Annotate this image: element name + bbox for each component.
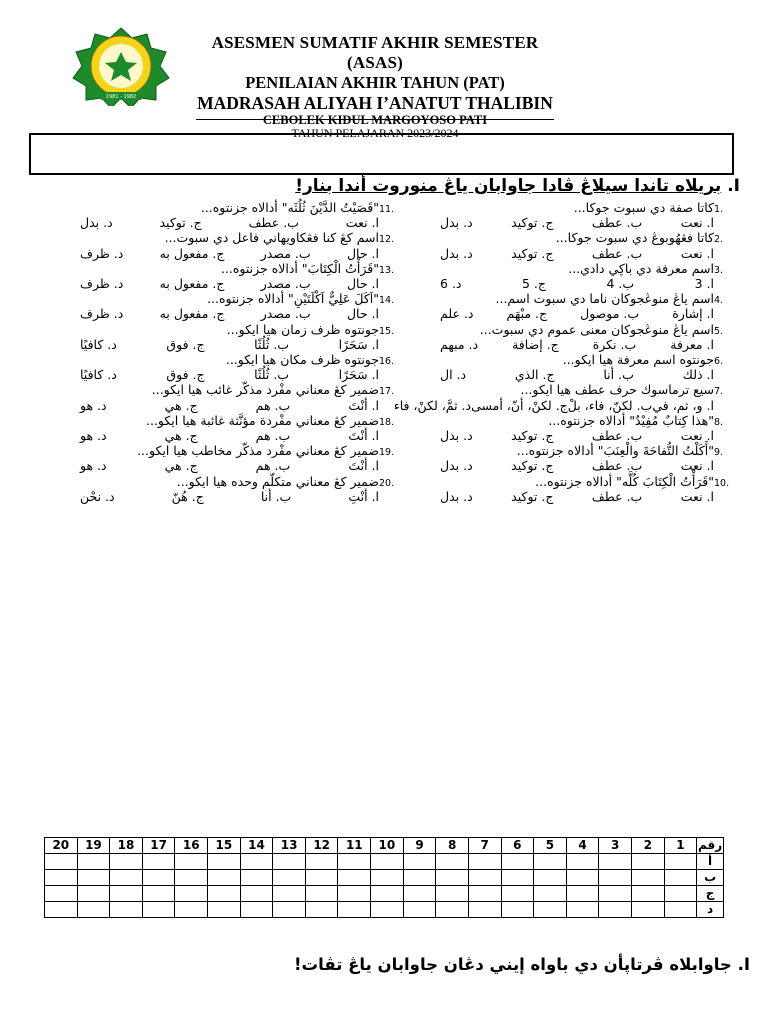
answer-grid-cell[interactable] [110, 870, 143, 886]
answer-option[interactable]: ج. هي [164, 458, 198, 474]
answer-option[interactable]: د. ظرف [80, 276, 124, 292]
answer-option[interactable]: ج. إضافة [512, 336, 559, 352]
answer-grid-number: 3 [599, 838, 632, 854]
section-1-instruction [120, 176, 740, 196]
answer-option[interactable]: د. هو [80, 458, 107, 474]
answer-grid-cell[interactable] [142, 870, 175, 886]
answer-option[interactable]: ب. عطف [591, 458, 643, 474]
answer-option[interactable]: ج. توكيد [511, 488, 554, 504]
question-text: "أَكَلْتُ التُّفاحَةَ والْعِنَبَ" أدالاه جزنتوه... [516, 443, 714, 459]
answer-option[interactable]: د. هو [80, 428, 107, 444]
answer-grid-cell[interactable] [436, 854, 469, 870]
answer-grid-number: 15 [208, 838, 241, 854]
question-item [40, 443, 405, 473]
answer-options [400, 246, 714, 261]
answer-grid-number: 6 [501, 838, 534, 854]
answer-grid-cell[interactable] [371, 902, 404, 918]
answer-option[interactable]: د. نحْن [80, 488, 115, 504]
answer-grid-cell[interactable] [338, 870, 371, 886]
answer-grid-cell[interactable] [599, 902, 632, 918]
section-2-instruction [150, 955, 750, 974]
answer-grid-option-label: د [697, 902, 724, 918]
answer-option[interactable]: ج. توكيد [511, 245, 554, 261]
answer-option[interactable]: د. مبهم [440, 336, 479, 352]
header-divider [196, 119, 554, 120]
question-number: 4. [714, 295, 724, 307]
answer-option[interactable]: ب. لكنّ، فاء، بلْ [567, 397, 653, 413]
answer-grid-cell[interactable] [468, 870, 501, 886]
answer-option[interactable]: د. ظرف [80, 245, 124, 261]
answer-options [40, 428, 379, 443]
question-item [400, 443, 740, 473]
answer-grid-number: 14 [240, 838, 273, 854]
answer-option[interactable]: ب. مصدر [260, 306, 311, 322]
answer-option[interactable]: د. 6 [440, 276, 462, 292]
answer-option[interactable]: ب. عطف [248, 215, 299, 231]
answer-grid-cell[interactable] [273, 886, 306, 902]
exam-header [190, 33, 560, 140]
question-text: سيع ترماسوك حرف عطف هيا ايكو... [520, 382, 714, 398]
header-line-4: CEBOLEK KIDUL MARGOYOSO PATI [262, 113, 488, 127]
answer-option[interactable]: د. ال [440, 367, 467, 383]
answer-option[interactable]: د. بدل [440, 488, 473, 504]
answer-option[interactable]: ب. هم [255, 397, 291, 413]
question-item [400, 230, 740, 260]
answer-grid-row [45, 854, 724, 870]
question-number: 11. [379, 204, 395, 215]
question-number: 16. [379, 356, 395, 368]
section-1-title: بريلاه تاندا سيلاڠ ڤادا جاوابان ياڠ منوروت أندا بنار! [295, 176, 722, 196]
answer-option[interactable]: د. بدل [440, 245, 473, 261]
answer-option[interactable]: ب. عطف [591, 245, 643, 261]
question-item [400, 200, 740, 230]
question-item [40, 322, 405, 352]
answer-option[interactable]: ا. نعت [680, 488, 714, 504]
student-identity-box [29, 133, 734, 175]
answer-grid-number: 1 [664, 838, 697, 854]
answer-options [40, 246, 379, 261]
answer-grid-cell[interactable] [305, 902, 338, 918]
answer-grid-number: 4 [566, 838, 599, 854]
answer-options [40, 215, 379, 230]
section-2-title: جاوابلاه ڤرتاپأن دي باواه إيني دڠان جاوابان ياڠ تڤات! [294, 955, 732, 974]
question-text: اسم كڠ كنا فڠكاويهاني فاعل دي سبوت... [164, 230, 379, 246]
answer-options [400, 458, 714, 473]
answer-option[interactable]: د. بدل [440, 458, 473, 474]
answer-grid-cell[interactable] [77, 854, 110, 870]
question-number: 1. [714, 204, 724, 215]
question-number: 14. [379, 295, 395, 307]
answer-grid-cell[interactable] [240, 902, 273, 918]
answer-grid-cell[interactable] [468, 886, 501, 902]
answer-grid-cell[interactable] [273, 854, 306, 870]
answer-option[interactable]: ج. توكيد [511, 215, 554, 231]
answer-grid-cell[interactable] [77, 902, 110, 918]
header-line-5: TAHUN PELAJARAN 2023/2024 [291, 126, 459, 140]
answer-grid-cell[interactable] [208, 870, 241, 886]
answer-option[interactable]: ا. نعت [680, 245, 714, 261]
question-text: اسم معرفة دي باڮي دادي... [568, 260, 714, 276]
answer-grid-number: 8 [436, 838, 469, 854]
answer-grid-cell[interactable] [208, 886, 241, 902]
answer-option[interactable]: ا. معرفة [670, 336, 714, 352]
header-line-3: MADRASAH ALIYAH I’ANATUT THALIBIN [197, 93, 553, 113]
answer-option[interactable]: ج. هُنّ [171, 488, 204, 504]
answer-option[interactable]: ب. نكرة [592, 336, 637, 352]
answer-options [40, 367, 379, 382]
question-text: اسم ياڠ منوڠجوكان معنى عموم دي سبوت... [479, 321, 714, 337]
answer-option[interactable]: ب. 4 [606, 276, 635, 292]
header-line-2: PENILAIAN AKHIR TAHUN (PAT) [245, 73, 505, 92]
question-item [40, 413, 405, 443]
answer-grid-cell[interactable] [501, 854, 534, 870]
answer-grid-cell[interactable] [142, 854, 175, 870]
answer-grid-cell[interactable] [501, 870, 534, 886]
question-number: 9. [714, 447, 724, 459]
answer-grid-cell[interactable] [240, 886, 273, 902]
answer-option[interactable]: د. هو [80, 397, 107, 413]
answer-grid-cell[interactable] [436, 886, 469, 902]
answer-grid-cell[interactable] [338, 886, 371, 902]
answer-option[interactable]: د. بدل [440, 428, 473, 444]
answer-grid-cell[interactable] [273, 902, 306, 918]
answer-grid-cell[interactable] [371, 886, 404, 902]
answer-grid-cell[interactable] [77, 886, 110, 902]
answer-option[interactable]: ج. مفعول به [159, 245, 225, 261]
question-text: "اَكَلَ عَلِيٌّ اَكْلَتَيْنِ" أدالاه جزنتوه... [207, 291, 379, 307]
answer-grid-cell[interactable] [631, 902, 664, 918]
answer-grid-number: 7 [468, 838, 501, 854]
answer-option[interactable]: ج. 5 [521, 276, 546, 292]
question-text: ضمير كڠ معناني مفْردة مؤنَّثة غائبة هيا ايكو... [146, 412, 379, 428]
answer-option[interactable]: ب. موصول [580, 306, 640, 322]
answer-grid-cell[interactable] [142, 886, 175, 902]
answer-grid-number: 2 [631, 838, 664, 854]
answer-option[interactable]: ا. حال [346, 306, 379, 322]
answer-grid-cell[interactable] [110, 854, 143, 870]
question-item [40, 382, 405, 412]
answer-grid-cell[interactable] [142, 902, 175, 918]
question-item [40, 474, 405, 504]
answer-grid-cell[interactable] [403, 870, 436, 886]
answer-grid-cell[interactable] [45, 854, 78, 870]
answer-grid-cell[interactable] [371, 870, 404, 886]
answer-option[interactable]: ا. نعت [345, 215, 379, 231]
answer-option[interactable]: ا. 3 [694, 276, 714, 292]
answer-grid-option-label: أ [697, 854, 724, 870]
question-item [400, 413, 740, 443]
answer-grid-number: 18 [110, 838, 143, 854]
question-text: ضمير كڠ معناني مفْرد مذكّر غائب هيا ايكو... [151, 382, 379, 398]
question-number: 10. [714, 477, 730, 489]
answer-option[interactable]: ج. توكيد [511, 458, 554, 474]
answer-grid-cell[interactable] [338, 902, 371, 918]
answer-grid-cell[interactable] [436, 870, 469, 886]
question-text: جونتوه اسم معرفة هيا ايكو... [562, 352, 714, 368]
question-item [40, 261, 405, 291]
question-number: 12. [379, 234, 395, 246]
answer-grid-cell[interactable] [664, 902, 697, 918]
answer-options [400, 276, 714, 291]
answer-option[interactable]: ج. توكيد [159, 215, 202, 231]
question-number: 2. [714, 234, 724, 246]
question-text: "هذا كِتابٌ مُفِيْدٌ" أدالاه جزنتوه... [548, 412, 714, 428]
answer-grid-cell[interactable] [534, 854, 567, 870]
answer-grid-cell[interactable] [240, 870, 273, 886]
answer-grid-cell[interactable] [45, 886, 78, 902]
answer-option[interactable]: ب. ثُلُثًا [254, 336, 290, 352]
answer-grid-cell[interactable] [534, 902, 567, 918]
answer-grid [44, 837, 724, 918]
answer-grid-cell[interactable] [403, 902, 436, 918]
answer-option[interactable]: ا. و، ثم، في [652, 397, 714, 413]
question-text: "قَصَيْتُ الدَّيْنَ ثُلُثَه" أدالاه جزنتوه... [200, 200, 379, 215]
answer-option[interactable]: ا. أنْتِ [348, 488, 379, 504]
answer-options [40, 458, 379, 473]
question-text: جونتوه ظرف زمان هيا ايكو... [226, 321, 379, 337]
question-item [40, 352, 405, 382]
answer-option[interactable]: ا. سَحَرًا [338, 367, 379, 383]
answer-options [400, 215, 714, 230]
answer-grid-cell[interactable] [566, 902, 599, 918]
question-item [40, 200, 405, 230]
answer-grid-cell[interactable] [566, 886, 599, 902]
answer-option[interactable]: ج. مفعول به [159, 276, 225, 292]
answer-option[interactable]: ج. مبْهَم [506, 306, 548, 322]
question-text: كاتا فڠهُوبوڠ دي سبوت جوكا... [555, 230, 714, 246]
answer-option[interactable]: ا. أنْتَ [348, 458, 379, 474]
answer-options [40, 337, 379, 352]
answer-option[interactable]: ا. نعت [680, 428, 714, 444]
question-text: ضمير كڠ معناني متكلّم وحده هيا ايكو... [176, 473, 379, 489]
answer-grid-cell[interactable] [599, 870, 632, 886]
answer-option[interactable]: ب. مصدر [260, 245, 311, 261]
answer-option[interactable]: ج. هي [164, 428, 198, 444]
answer-options [40, 398, 379, 413]
answer-grid-cell[interactable] [468, 902, 501, 918]
answer-option[interactable]: ب. مصدر [260, 276, 311, 292]
answer-option[interactable]: ا. نعت [680, 215, 714, 231]
answer-grid-number: 11 [338, 838, 371, 854]
answer-grid-cell[interactable] [110, 886, 143, 902]
answer-grid-number: 10 [371, 838, 404, 854]
answer-option[interactable]: ب. هم [255, 458, 291, 474]
question-text: اسم ياڠ منوڠجوكان ناما دي سبوت اسم... [495, 291, 714, 307]
answer-grid-cell[interactable] [371, 854, 404, 870]
answer-options [40, 306, 379, 321]
question-number: 7. [714, 386, 724, 398]
answer-grid-cell[interactable] [534, 870, 567, 886]
answer-option[interactable]: ا. أنْتَ [348, 428, 379, 444]
question-number: 20. [379, 477, 395, 489]
answer-grid-cell[interactable] [631, 870, 664, 886]
question-number: 19. [379, 447, 395, 459]
question-text: "قَرَأْتُ الْكِتَابَ" أدالاه جزنتوه... [220, 260, 379, 276]
answer-grid-cell[interactable] [77, 870, 110, 886]
logo-year-text: 1981 - 1982 [105, 94, 137, 100]
question-number: 3. [714, 264, 724, 276]
answer-option[interactable]: ب. هم [255, 428, 291, 444]
answer-grid-header-label: رقم [698, 838, 723, 852]
question-number: 6. [714, 356, 724, 368]
answer-option[interactable]: د. بدل [440, 215, 473, 231]
answer-grid-cell[interactable] [599, 854, 632, 870]
answer-option[interactable]: ب. عطف [591, 428, 643, 444]
answer-grid-cell[interactable] [175, 886, 208, 902]
answer-option[interactable]: د. بدل [80, 215, 113, 231]
answer-options [400, 367, 714, 382]
answer-grid-cell[interactable] [305, 870, 338, 886]
answer-grid-cell[interactable] [208, 902, 241, 918]
answer-option[interactable]: ا. أنْتَ [348, 397, 379, 413]
answer-option[interactable]: ج. توكيد [511, 428, 554, 444]
question-item [400, 352, 740, 382]
answer-grid-cell[interactable] [305, 854, 338, 870]
answer-grid-row [45, 902, 724, 918]
answer-option[interactable]: د. كافيًا [80, 336, 117, 352]
answer-grid-number: 16 [175, 838, 208, 854]
answer-options [400, 489, 714, 504]
answer-option[interactable]: د. ظرف [80, 306, 124, 322]
answer-grid-row [45, 870, 724, 886]
question-number: 5. [714, 325, 724, 337]
answer-grid-number: 9 [403, 838, 436, 854]
answer-options [400, 428, 714, 443]
answer-grid-cell[interactable] [45, 902, 78, 918]
answer-grid-cell[interactable] [338, 854, 371, 870]
answer-option[interactable]: د. كافيًا [80, 367, 117, 383]
answer-grid-cell[interactable] [175, 854, 208, 870]
answer-option[interactable]: د. ثمَّ، لكنْ، فاء [393, 397, 472, 413]
answer-grid-number: 5 [534, 838, 567, 854]
question-item [393, 382, 740, 413]
section-1-number: I. [727, 176, 740, 196]
answer-options [400, 306, 714, 321]
answer-grid-cell[interactable] [566, 870, 599, 886]
answer-grid-cell[interactable] [45, 870, 78, 886]
answer-grid-cell[interactable] [534, 886, 567, 902]
answer-grid-number: 13 [273, 838, 306, 854]
answer-option[interactable]: ا. إشارة [672, 306, 714, 322]
answer-grid-cell[interactable] [501, 902, 534, 918]
answer-option[interactable]: ا. سَحَرًا [338, 336, 379, 352]
question-item [40, 230, 405, 260]
question-number: 17. [379, 386, 395, 398]
answer-grid-cell[interactable] [175, 870, 208, 886]
questions-column-left [40, 200, 405, 504]
question-number: 8. [714, 416, 724, 428]
answer-grid-cell[interactable] [208, 854, 241, 870]
question-number: 13. [379, 264, 395, 276]
answer-grid-cell[interactable] [599, 886, 632, 902]
school-logo [56, 26, 186, 106]
answer-option[interactable]: ا. نعت [680, 458, 714, 474]
question-item [40, 291, 405, 321]
answer-grid-header-row [45, 838, 724, 854]
answer-option[interactable]: ج. هي [164, 397, 198, 413]
questions-column-right [393, 200, 740, 504]
answer-grid-cell[interactable] [631, 854, 664, 870]
answer-option[interactable]: ب. عطف [591, 488, 643, 504]
answer-grid-cell[interactable] [468, 854, 501, 870]
answer-grid-cell[interactable] [664, 870, 697, 886]
question-number: 18. [379, 416, 395, 428]
answer-option[interactable]: ب. أنا [603, 367, 634, 383]
question-text: كاتا صفة دي سبوت جوكا... [573, 200, 714, 215]
answer-option[interactable]: ا. حال [346, 276, 379, 292]
question-text: جونتوه ظرف مكان هيا ايكو... [225, 352, 379, 368]
answer-grid-cell[interactable] [664, 886, 697, 902]
answer-options [40, 276, 379, 291]
answer-grid-cell[interactable] [305, 886, 338, 902]
answer-option[interactable]: ب. ثُلُثًا [254, 367, 290, 383]
answer-options [400, 337, 714, 352]
question-item [400, 261, 740, 291]
answer-grid-cell[interactable] [501, 886, 534, 902]
question-item [400, 474, 740, 504]
answer-grid-cell[interactable] [664, 854, 697, 870]
answer-grid-cell[interactable] [110, 902, 143, 918]
answer-grid-cell[interactable] [403, 886, 436, 902]
answer-grid-cell[interactable] [436, 902, 469, 918]
question-number: 15. [379, 325, 395, 337]
answer-grid-cell[interactable] [631, 886, 664, 902]
question-item [400, 322, 740, 352]
answer-grid-row [45, 886, 724, 902]
answer-grid-number: 20 [45, 838, 78, 854]
answer-grid-cell[interactable] [403, 854, 436, 870]
answer-option[interactable]: ب. أنا [260, 488, 292, 504]
header-line-1: ASESMEN SUMATIF AKHIR SEMESTER (ASAS) [211, 33, 539, 72]
answer-options [354, 398, 714, 413]
answer-options [40, 489, 379, 504]
question-text: "قَرَأْتُ الْكِتَابَ كُلَّه" أدالاه جزنتوه... [535, 473, 714, 489]
answer-option[interactable]: د. علم [440, 306, 474, 322]
answer-option[interactable]: ج. لكنْ، أنّ، أمسى [471, 397, 568, 413]
answer-grid-number: 19 [77, 838, 110, 854]
section-2-number: I. [737, 955, 750, 974]
answer-grid-number: 17 [142, 838, 175, 854]
answer-option[interactable]: ج. الذي [514, 367, 555, 383]
answer-grid-option-label: ب [697, 870, 724, 886]
answer-grid-cell[interactable] [175, 902, 208, 918]
answer-option[interactable]: ا. حال [346, 245, 379, 261]
answer-grid-cell[interactable] [240, 854, 273, 870]
answer-option[interactable]: ج. فوق [166, 336, 205, 352]
question-item [400, 291, 740, 321]
answer-option[interactable]: ج. مفعول به [159, 306, 225, 322]
question-text: ضمير كڠ معناني مفْرد مذكّر مخاطب هيا ايكو... [137, 443, 379, 459]
answer-option[interactable]: ج. فوق [166, 367, 205, 383]
answer-grid-cell[interactable] [273, 870, 306, 886]
answer-option[interactable]: ا. ذلك [682, 367, 714, 383]
answer-grid-number: 12 [305, 838, 338, 854]
answer-grid-cell[interactable] [566, 854, 599, 870]
answer-option[interactable]: ب. عطف [591, 215, 643, 231]
answer-grid-option-label: ج [697, 886, 724, 902]
